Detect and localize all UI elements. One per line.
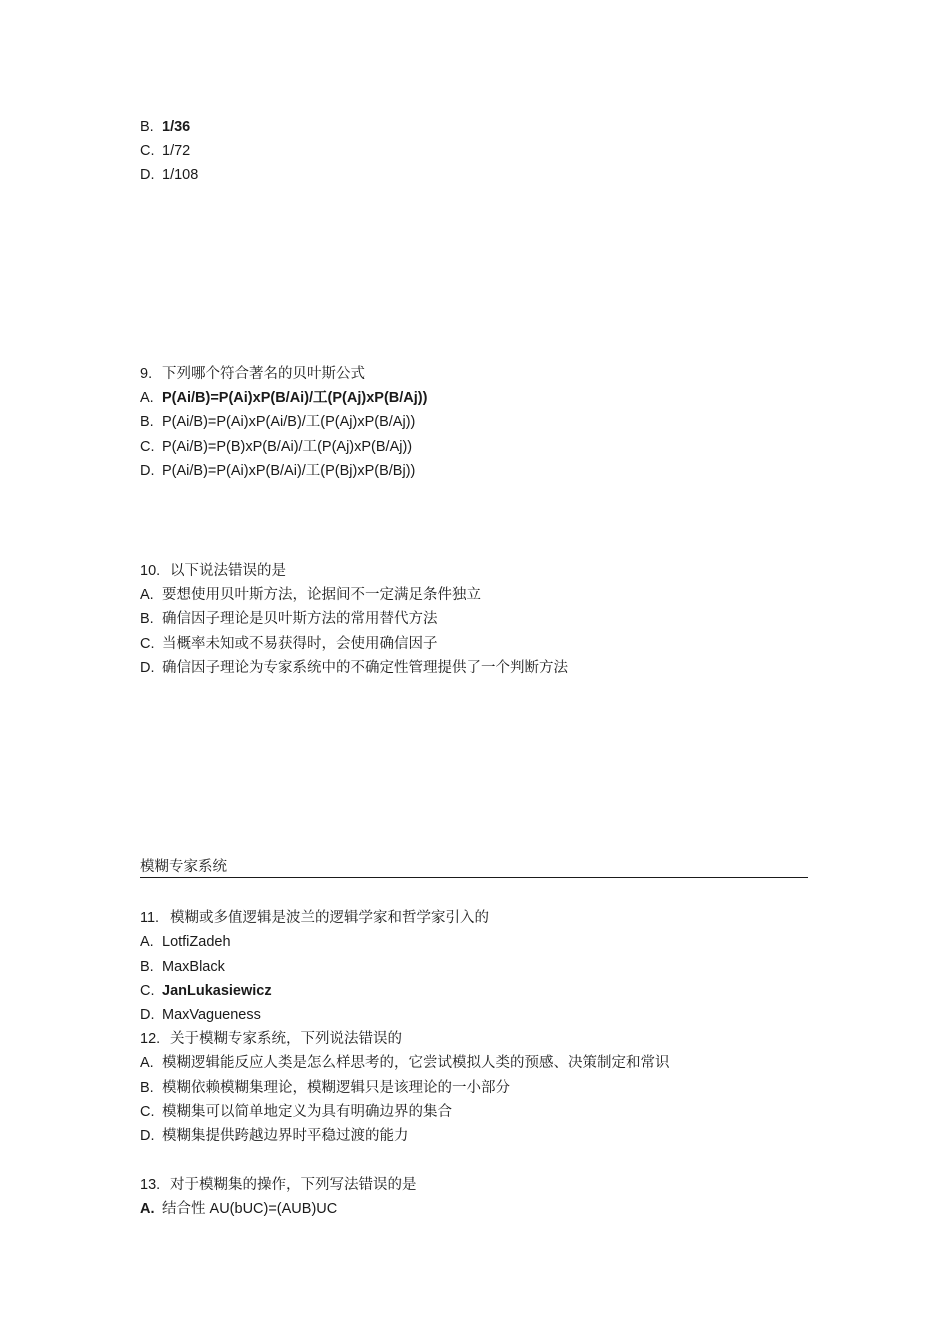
q8-option-c: C. 1/72 (140, 143, 191, 159)
q11-option-a: A. LotfiZadeh (140, 934, 231, 950)
q9-option-c: C. P(Ai/B)=P(B)xP(B/Ai)/工(P(Aj)xP(B/Aj)) (140, 439, 413, 455)
q12-option-a: A. 模糊逻辑能反应人类是怎么样思考的，它尝试模拟人类的预感、决策制定和常识 (140, 1055, 670, 1071)
q10-stem: 10. 以下说法错误的是 (140, 563, 286, 579)
q8-option-d: D. 1/108 (140, 167, 199, 183)
q12-option-b: B. 模糊依赖模糊集理论，模糊逻辑只是该理论的一小部分 (140, 1080, 510, 1096)
q13-stem: 13. 对于模糊集的操作，下列写法错误的是 (140, 1177, 417, 1193)
q8-option-b: B. 1/36 (140, 119, 191, 135)
q12-option-d: D. 模糊集提供跨越边界时平稳过渡的能力 (140, 1128, 409, 1144)
q11-option-d: D. MaxVagueness (140, 1007, 261, 1023)
q11-stem: 11. 模糊或多值逻辑是波兰的逻辑学家和哲学家引入的 (140, 910, 489, 926)
q9-stem: 9. 下列哪个符合著名的贝叶斯公式 (140, 366, 365, 382)
q12-option-c: C. 模糊集可以简单地定义为具有明确边界的集合 (140, 1104, 452, 1120)
q10-option-b: B. 确信因子理论是贝叶斯方法的常用替代方法 (140, 611, 438, 627)
q9-option-b: B. P(Ai/B)=P(Ai)xP(Ai/B)/工(P(Aj)xP(B/Aj)) (140, 414, 416, 430)
q9-option-a: A. P(Ai/B)=P(Ai)xP(B/Ai)/工(P(Aj)xP(B/Aj)) (140, 390, 428, 406)
q10-option-a: A. 要想使用贝叶斯方法，论据间不一定满足条件独立 (140, 587, 481, 603)
q11-option-c: C. JanLukasiewicz (140, 983, 272, 999)
q11-option-b: B. MaxBlack (140, 959, 225, 975)
q13-option-a: A. 结合性 AU(bUC)=(AUB)UC (140, 1201, 338, 1217)
q10-option-d: D. 确信因子理论为专家系统中的不确定性管理提供了一个判断方法 (140, 660, 568, 676)
q9-option-d: D. P(Ai/B)=P(Ai)xP(B/Ai)/工(P(Bj)xP(B/Bj)) (140, 463, 416, 479)
q10-option-c: C. 当概率未知或不易获得时，会使用确信因子 (140, 636, 438, 652)
q12-stem: 12. 关于模糊专家系统，下列说法错误的 (140, 1031, 402, 1047)
section-heading: 模糊专家系统 (140, 857, 808, 878)
